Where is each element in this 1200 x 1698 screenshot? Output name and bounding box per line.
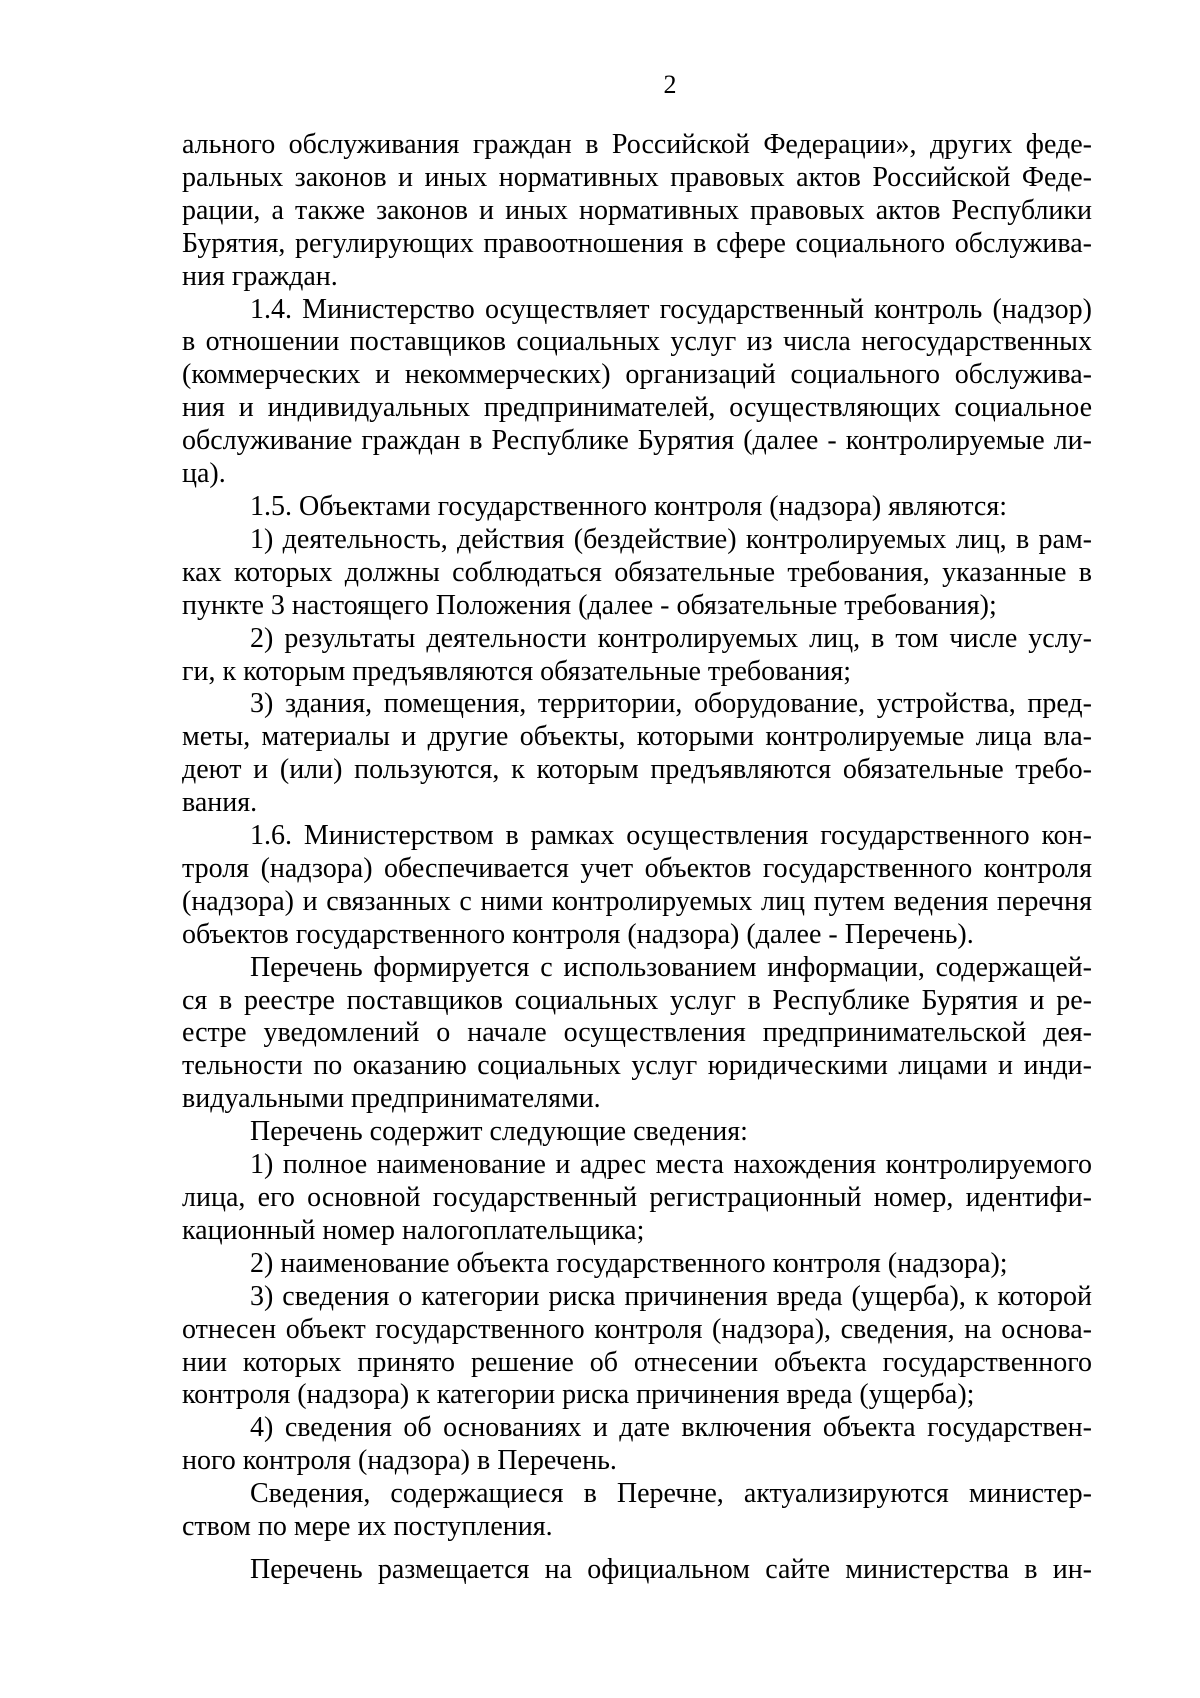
text-line: 1.6. Министерством в рамках осуществления государственного кон- xyxy=(250,820,1092,852)
text-line: пункте 3 настоящего Положения (далее - обязательные требования); xyxy=(182,589,997,621)
text-line: обслуживание граждан в Республике Бурятия (далее - контролируемые ли- xyxy=(182,425,1092,457)
text-line: 2) результаты деятельности контролируемых лиц, в том числе услу- xyxy=(250,622,1092,654)
page-number: 2 xyxy=(663,70,677,99)
text-line: ги, к которым предъявляются обязательные требования; xyxy=(182,655,852,687)
text-line: ральных законов и иных нормативных правовых актов Российской Феде- xyxy=(182,161,1092,193)
text-line: ния и индивидуальных предпринимателей, осуществляющих социальное xyxy=(182,392,1092,424)
text-line: ца). xyxy=(182,458,226,490)
text-line: нии которых принято решение об отнесении объекта государственного xyxy=(182,1346,1092,1378)
text-line: 1.5. Объектами государственного контроля (надзора) являются: xyxy=(250,490,1007,522)
text-line: ного контроля (надзора) в Перечень. xyxy=(182,1445,617,1477)
text-line: кационный номер налогоплательщика; xyxy=(182,1214,645,1246)
text-line: в отношении поставщиков социальных услуг из числа негосударственных xyxy=(182,326,1092,358)
text-line: ся в реестре поставщиков социальных услуг в Республике Бурятия и ре- xyxy=(182,984,1092,1016)
text-line: меты, материалы и другие объекты, которыми контролируемые лица вла- xyxy=(182,721,1092,753)
text-line: ством по мере их поступления. xyxy=(182,1511,553,1543)
text-line: Сведения, содержащиеся в Перечне, актуализируются министер- xyxy=(250,1478,1092,1510)
text-line: естре уведомлений о начале осуществления предпринимательской дея- xyxy=(182,1017,1092,1049)
text-line: (надзора) и связанных с ними контролируемых лиц путем ведения перечня xyxy=(182,885,1092,917)
text-line: Перечень формируется с использованием информации, содержащей- xyxy=(250,951,1092,983)
text-line: контроля (надзора) к категории риска причинения вреда (ущерба); xyxy=(182,1379,975,1411)
text-line: 3) сведения о категории риска причинения вреда (ущерба), к которой xyxy=(250,1280,1092,1312)
text-line: объектов государственного контроля (надзора) (далее - Перечень). xyxy=(182,918,974,950)
text-line: тельности по оказанию социальных услуг юридическими лицами и инди- xyxy=(182,1050,1092,1082)
text-line: 4) сведения об основаниях и дате включения объекта государствен- xyxy=(250,1412,1092,1444)
text-line: (коммерческих и некоммерческих) организаций социального обслужива- xyxy=(182,359,1092,391)
text-line: ального обслуживания граждан в Российской Федерации», других феде- xyxy=(182,129,1092,160)
text-line: Перечень размещается на официальном сайте министерства в ин- xyxy=(250,1553,1092,1585)
text-line: ния граждан. xyxy=(182,260,338,292)
text-line: 1.4. Министерство осуществляет государственный контроль (надзор) xyxy=(250,293,1092,325)
text-line: лица, его основной государственный регистрационный номер, идентифи- xyxy=(182,1182,1092,1213)
text-line: ках которых должны соблюдаться обязательные требования, указанные в xyxy=(182,556,1092,588)
text-line: троля (надзора) обеспечивается учет объектов государственного контроля xyxy=(182,852,1092,884)
text-line: 1) деятельность, действия (бездействие) контролируемых лиц, в рам- xyxy=(250,523,1092,555)
text-line: Перечень содержит следующие сведения: xyxy=(250,1116,748,1148)
text-line: 1) полное наименование и адрес места нахождения контролируемого xyxy=(250,1149,1092,1181)
text-line: рации, а также законов и иных нормативных правовых актов Республики xyxy=(182,194,1092,226)
text-line: деют и (или) пользуются, к которым предъявляются обязательные требо- xyxy=(182,754,1092,786)
text-line: вания. xyxy=(182,787,258,819)
text-line: видуальными предпринимателями. xyxy=(182,1083,601,1115)
document-body xyxy=(182,129,1092,1587)
text-line: 2) наименование объекта государственного контроля (надзора); xyxy=(250,1247,1008,1279)
text-line: отнесен объект государственного контроля (надзора), сведения, на основа- xyxy=(182,1313,1092,1345)
text-line: Бурятия, регулирующих правоотношения в сфере социального обслужива- xyxy=(182,227,1092,259)
text-line: 3) здания, помещения, территории, оборудование, устройства, пред- xyxy=(250,688,1092,720)
